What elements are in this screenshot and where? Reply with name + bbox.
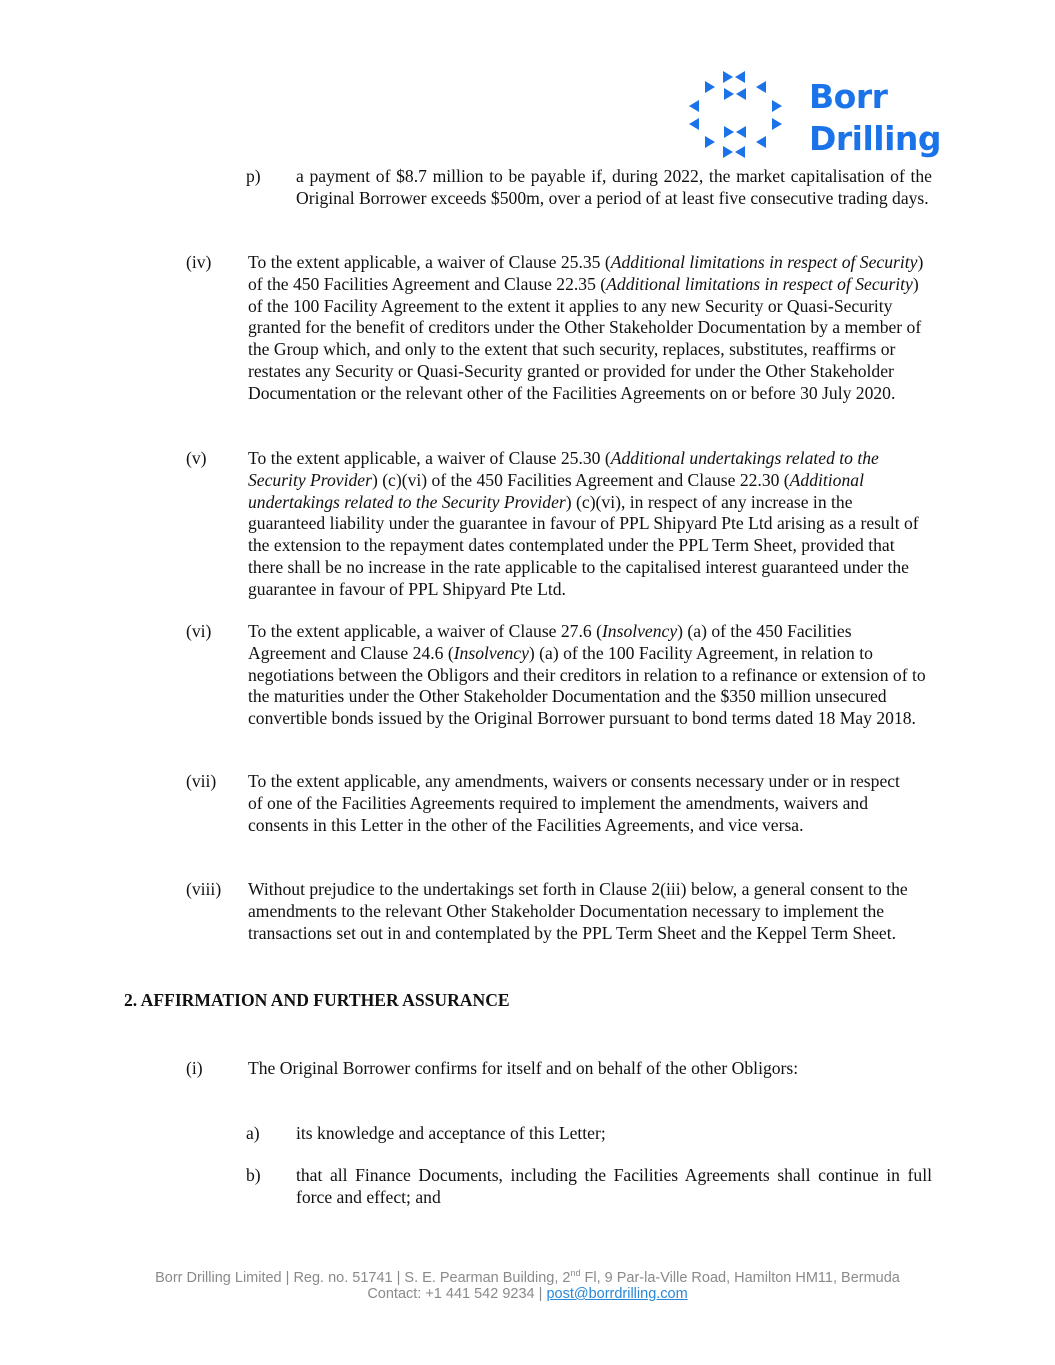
item-marker: (vi) xyxy=(186,621,212,641)
footer-address xyxy=(0,1268,1055,1286)
text-run: ) (a) of the 450 Facilities Agreement and Clause 24.6 ( xyxy=(248,621,852,663)
item-marker: (v) xyxy=(186,448,207,468)
italic-run: Additional limitations in respect of Security xyxy=(606,273,913,294)
italic-run: Insolvency xyxy=(601,621,678,641)
italic-run: Additional limitations in respect of Security xyxy=(610,252,918,272)
item-marker: (vii) xyxy=(186,771,217,791)
footer-contact-label: Contact: +1 441 542 9234 | xyxy=(367,1286,547,1302)
text-run: To the extent applicable, a waiver of Clause 27.6 ( xyxy=(248,621,602,641)
item-text: The Original Borrower confirms for itself and on behalf of the other Obligors: xyxy=(248,1058,799,1078)
italic-run: Additional undertakings related to the Security Provider xyxy=(248,448,879,490)
logo-wordmark xyxy=(809,76,941,160)
logo-mark-icon xyxy=(688,68,798,163)
item-text: its knowledge and acceptance of this Letter; xyxy=(296,1123,606,1143)
text-run: ) (a) of the 100 Facility Agreement, in relation to negotiations between the Obligors and their creditors in relation to a refinance or extension of to the maturities under the Other Stakeholder Documentation and the $350 million unsecured convertible bonds issued by the Original Borrower pursuant to bond terms dated 18 May 2018. xyxy=(248,642,926,729)
footer-contact xyxy=(0,1286,1055,1302)
italic-run: Insolvency xyxy=(453,642,529,663)
footer-text: Fl, 9 Par-la-Ville Road, Hamilton HM11, Bermuda xyxy=(580,1269,900,1286)
footer-email-link[interactable]: post@borrdrilling.com xyxy=(546,1286,688,1302)
text-run: ) of the 450 Facilities Agreement and Clause 22.35 ( xyxy=(248,252,924,294)
company-logo xyxy=(688,68,942,163)
item-text: that all Finance Documents, including the Facilities Agreements shall continue in full force and effect; and xyxy=(296,1165,932,1207)
item-marker: (iv) xyxy=(186,252,212,272)
item-marker: a) xyxy=(246,1123,260,1143)
text-run: To the extent applicable, a waiver of Clause 25.30 ( xyxy=(248,448,611,468)
text-run: To the extent applicable, a waiver of Clause 25.35 ( xyxy=(248,252,611,272)
item-text: To the extent applicable, any amendments, waivers or consents necessary under or in respect of one of the Facilities Agreements required to implement the amendments, waivers and consents in this Letter in the other of the Facilities Agreements, and vice versa. xyxy=(248,771,900,835)
item-marker: (viii) xyxy=(186,879,222,899)
text-run: ) (c)(vi) of the 450 Facilities Agreement and Clause 22.30 ( xyxy=(371,469,790,490)
logo-line-1: Borr xyxy=(809,77,888,116)
logo-line-2: Drilling xyxy=(809,119,942,158)
item-marker: p) xyxy=(246,166,261,186)
footer-text: Borr Drilling Limited | Reg. no. 51741 | S. E. Pearman Building, 2 xyxy=(155,1269,571,1286)
item-text: Without prejudice to the undertakings set forth in Clause 2(iii) below, a general consent to the amendments to the relevant Other Stakeholder Documentation necessary to implement the transactions set out in and contemplated by the PPL Term Sheet and the Keppel Term Sheet. xyxy=(248,879,908,943)
footer-superscript: nd xyxy=(570,1268,581,1278)
text-run: ) (c)(vi), in respect of any increase in the guaranteed liability under the guarantee in favour of PPL Shipyard Pte Ltd arising as a result of the extension to the repayment dates contemplated under the PPL Term Sheet, provided that there shall be no increase in the rate applicable to the capitalised interest guaranteed under the guarantee in favour of PPL Shipyard Pte Ltd. xyxy=(248,491,919,599)
item-text: a payment of $8.7 million to be payable if, during 2022, the market capitalisation of the Original Borrower exceeds $500m, over a period of at least five consecutive trading days. xyxy=(296,166,932,208)
item-marker: (i) xyxy=(186,1058,203,1078)
section-heading: 2. AFFIRMATION AND FURTHER ASSURANCE xyxy=(124,990,510,1010)
item-text xyxy=(248,448,934,601)
item-text xyxy=(248,621,932,730)
item-text xyxy=(248,252,932,405)
item-marker: b) xyxy=(246,1165,261,1185)
italic-run: Additional undertakings related to the Security Provider xyxy=(248,469,864,512)
text-run: ) of the 100 Facility Agreement to the extent it applies to any new Security or Quasi-Security granted for the benefit of creditors under the Other Stakeholder Documentation by a member of the Group which, and only to the extent that such security, replaces, substitutes, reaffirms or restates any Security or Quasi-Security granted or provided for under the Other Stakeholder Documentation or the relevant other of the Facilities Agreements on or before 30 July 2020. xyxy=(248,273,922,403)
